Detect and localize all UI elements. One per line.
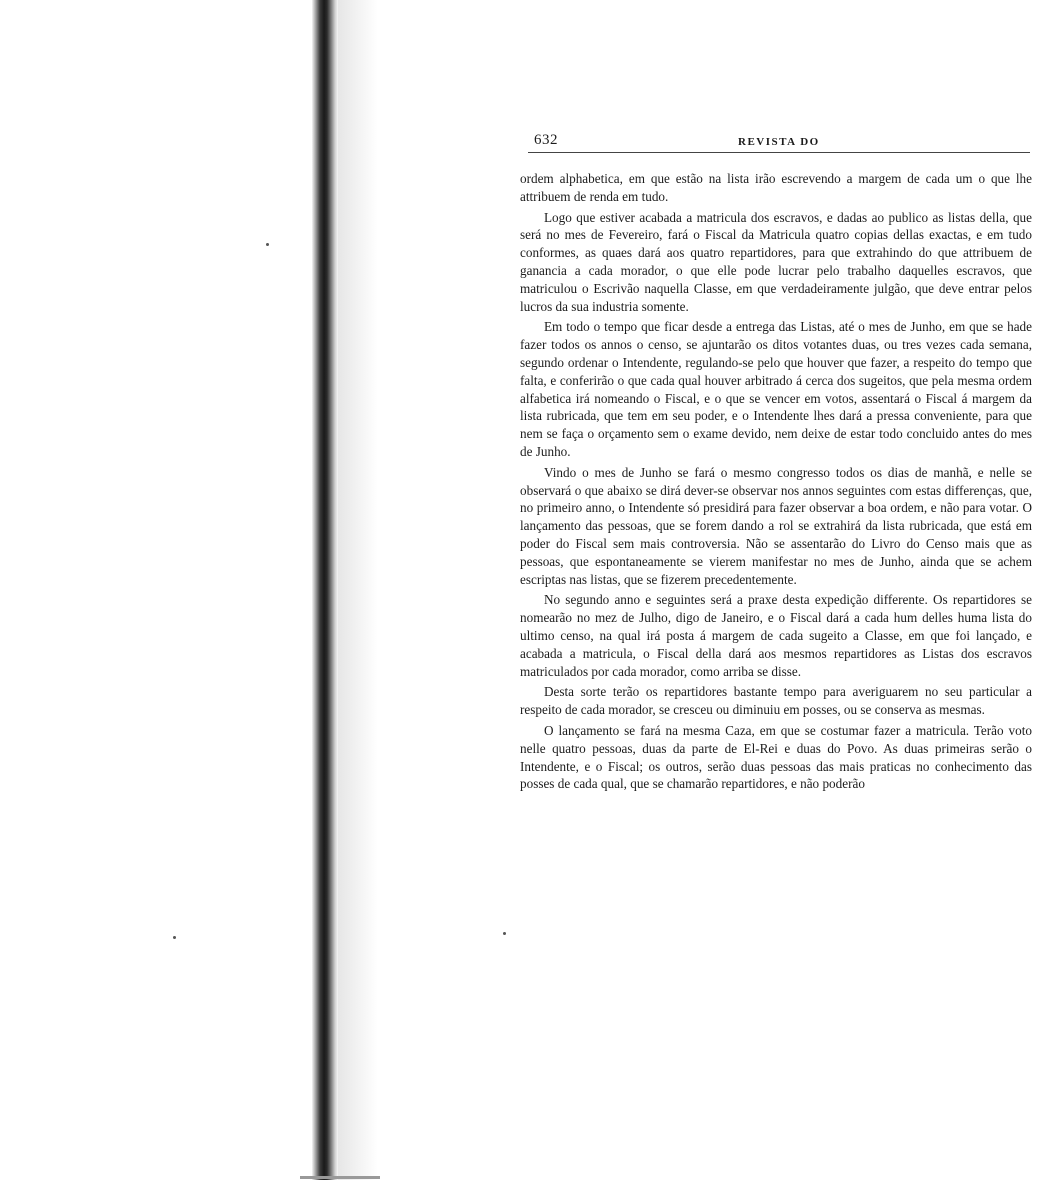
- body-text: [520, 170, 1032, 793]
- header-rule: [528, 152, 1030, 153]
- paragraph: Vindo o mes de Junho se fará o mesmo congresso todos os dias de manhã, e nelle se observará o que abaixo se dirá dever-se observar nos annos seguintes com estas differenças, que, no primeiro anno, o Intendente só presidirá para fazer observar a boa ordem, e não para votar. O lançamento das pessoas, que se forem dando a rol se extrahirá da lista rubricada, que está em poder do Fiscal sem mais controversia. Não se assentarão do Livro do Censo mais que as pessoas, que espontaneamente se vierem manifestar no mes de Junho, ainda que se achem escriptas nas listas, que se fizerem precedentemente.: [520, 464, 1032, 587]
- paragraph: Em todo o tempo que ficar desde a entrega das Listas, até o mes de Junho, em que se hade fazer todos os annos o censo, se ajuntarão os ditos votantes duas, ou tres vezes cada semana, segundo ordenar o Intendente, regulando-se pelo que houver que fazer, a respeito do tempo que falta, e conferirão o que cada qual houver arbitrado á cerca dos sugeitos, que pela mesma ordem alfabetica irá nomeando o Fiscal, e o que se vencer em votos, assentará o Fiscal á margem da lista rubricada, que tem em seu poder, e o Intendente lhes dará a pressa conveniente, para que nem se faça o orçamento sem o exame devido, nem deixe de estar todo concluido antes do mes de Junho.: [520, 319, 1032, 459]
- gutter-shadow: [338, 0, 378, 1180]
- bottom-edge-mark: [300, 1176, 380, 1179]
- page-number: 632: [534, 132, 558, 148]
- paragraph: O lançamento se fará na mesma Caza, em que se costumar fazer a matricula. Terão voto nelle quatro pessoas, duas da parte de El-Rei e duas do Povo. As duas primeiras serão o Intendente, e o Fiscal; os outros, serão duas pessoas das mais praticas no conhecimento das posses de cada qual, que se chamarão repartidores, e não poderão: [520, 722, 1032, 792]
- paragraph: No segundo anno e seguintes será a praxe desta expedição differente. Os repartidores se nomearão no mez de Julho, digo de Janeiro, e o Fiscal dará a cada hum delles huma lista do ultimo censo, na qual irá posta á margem de cada sugeito a Classe, em que foi lançado, e acabada a matricula, o Fiscal della dará aos mesmos repartidores as Listas dos escravos matriculados por cada morador, como arriba se disse.: [520, 592, 1032, 679]
- running-title: REVISTA DO: [738, 136, 820, 148]
- left-page-blank: [0, 0, 320, 1180]
- right-page: [520, 130, 1032, 796]
- paragraph: ordem alphabetica, em que estão na lista irão escrevendo a margem de cada um o que lhe attribuem de renda em tudo.: [520, 171, 1032, 204]
- paragraph: Desta sorte terão os repartidores bastante tempo para averiguarem no seu particular a respeito de cada morador, se cresceu ou diminuiu em posses, ou se conserva as mesmas.: [520, 684, 1032, 718]
- book-spine-gutter: [312, 0, 338, 1180]
- paper-speck: [173, 936, 176, 939]
- paper-speck: [266, 243, 269, 246]
- paragraph: Logo que estiver acabada a matricula dos escravos, e dadas ao publico as listas della, que será no mes de Fevereiro, fará o Fiscal da Matricula quatro copias dellas exactas, e em tudo conformes, as quaes dará aos quatro repartidores, para que extrahindo do que attribuem de ganancia a cada morador, o que elle pode lucrar pelo trabalho daquelles escravos, que matriculou o Escrivão naquella Classe, em que verdadeiramente julgão, que deve entrar pelos lucros da sua industria somente.: [520, 209, 1032, 314]
- paper-speck: [503, 932, 506, 935]
- running-head: [520, 130, 1032, 152]
